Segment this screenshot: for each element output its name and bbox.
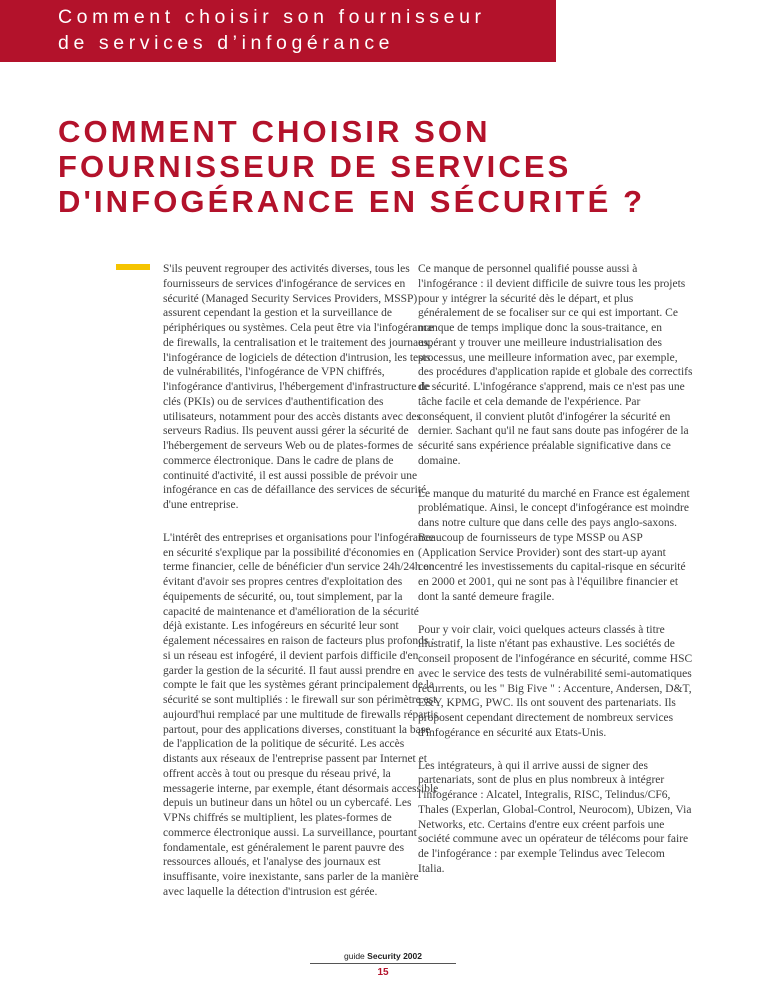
- paragraph: Pour y voir clair, voici quelques acteurs classés à titre illustratif, la liste n'étant pas exhaustive. Les sociétés de conseil proposent de l'infogérance en sécurité, comme HSC avec le service des tests de vulnérabilité semi-automatiques récurrents, ou les " Big Five " : Accenture, Andersen, D&T, E&Y, KPMG, PWC. Ils ont souvent des partenariats. Ils proposent cependant directement de nombreux services d'infogérance en sécurité aux Etats-Unis.: [418, 623, 693, 739]
- paragraph: Ce manque de personnel qualifié pousse aussi à l'infogérance : il devient difficile de suivre tous les projets pour y intégrer la sécurité dès le départ, et plus généralement de se focaliser sur ce qui est important. Ce manque de temps implique donc la sous-traitance, en espérant y trouver une meilleure industrialisation des processus, une meilleure information avec, par exemple, des procédures d'application rapide et globale des correctifs de sécurité. L'infogérance s'apprend, mais ce n'est pas une tâche facile et cela demande de l'expérience. Par conséquent, il convient plutôt d'infogérer la sécurité en dernier. Sachant qu'il ne faut sans doute pas infogérer de la sécurité sans expérience préalable significative dans ce domaine.: [418, 263, 693, 467]
- paragraph: Les intégrateurs, à qui il arrive aussi de signer des partenariats, sont de plus en plus nombreux à intégrer l'infogérance : Alcatel, Integralis, RISC, Telindus/CF6, Thales (Experlan, Global-Control, Neurocom), Ubizen, Via Networks, etc. Certains d'entre eux créent parfois une société commune avec un opérateur de télécoms pour faire de l'infogérance : par exemple Telindus avec Telecom Italia.: [418, 759, 692, 875]
- accent-dash: [116, 264, 150, 270]
- right-column: [418, 262, 694, 895]
- left-column: [163, 262, 439, 918]
- title-line: D'INFOGÉRANCE EN SÉCURITÉ ?: [58, 184, 646, 219]
- paragraph: S'ils peuvent regrouper des activités diverses, tous les fournisseurs de services d'infogérance de services en sécurité (Managed Security Services Providers, MSSP) assurent cependant la gestion et la surveillance de périphériques ou systèmes. Cela peut être via l'infogérance de firewalls, la centralisation et le traitement des journaux, l'infogérance de logiciels de détection d'intrusion, les tests de vulnérabilités, l'infogérance de VPN chiffrés, l'infogérance d'antivirus, l'hébergement d'infrastructure de clés (PKIs) ou de services d'authentification des utilisateurs, notamment pour des accès distants avec des serveurs Radius. Ils peuvent aussi gérer la sécurité de l'hébergement de serveurs Web ou de plates-formes de commerce électronique. Dans le cadre de plans de continuité d'activité, il est aussi possible de prévoir une infogérance en cas de défaillance des services de sécurité d'une entreprise.: [163, 263, 434, 511]
- paragraph: Le manque du maturité du marché en France est également problématique. Ainsi, le concept d'infogérance est moindre dans notre culture que dans celle des pays anglo-saxons. Beaucoup de fournisseurs de type MSSP ou ASP (Application Service Provider) sont des start-up ayant concentré les investissements du capital-risque en sécurité en 2000 et 2001, qui ne sont pas à l'équilibre financier et dont la santé demeure fragile.: [418, 487, 690, 603]
- page-number: 15: [377, 967, 389, 978]
- title-line: COMMENT CHOISIR SON: [58, 114, 491, 149]
- running-header-line-1: Comment choisir son fournisseur: [58, 6, 486, 28]
- footer-rule: [310, 963, 456, 964]
- footer-guide-label: [310, 951, 456, 961]
- footer-guide-name: Security 2002: [367, 951, 422, 961]
- running-header-line-2: de services d’infogérance: [58, 32, 395, 54]
- article-title: [58, 114, 738, 219]
- footer-guide-prefix: guide: [343, 951, 365, 961]
- paragraph: L'intérêt des entreprises et organisations pour l'infogérance en sécurité s'explique par la possibilité d'économies en terme financier, celle de bénéficier d'un service 24h/24h en évitant d'avoir ses propres centres d'exploitation des équipements de sécurité, ou, tout simplement, par la capacité de maintenance et d'amélioration de la sécurité déjà existante. Les infogéreurs en sécurité leur sont également nécessaires en raison de facteurs plus profonds : si un réseau est infogéré, il devient parfois difficile d'en garder la gestion de la sécurité. Il faut aussi prendre en compte le fait que les systèmes gérant principalement de la sécurité se sont multipliés : le firewall sur son périmètre est aujourd'hui remplacé par une multitude de firewalls répartis partout, pour des applications diverses, constituant la base de l'application de la politique de sécurité. Les accès distants aux réseaux de l'entreprise passent par Internet et offrent accès à tout ou presque du réseau privé, la messagerie interne, par exemple, étant désormais accessible depuis un butineur dans un hôtel ou un cybercafé. Les VPNs chiffrés se multiplient, les plates-formes de commerce électronique aussi. La surveillance, pourtant fondamentale, est généralement le parent pauvre des ressources alloués, et l'analyse des journaux est insuffisante, voire inexistante, sans parler de la manière avec laquelle la détection d'intrusion est gérée.: [163, 531, 439, 898]
- title-line: FOURNISSEUR DE SERVICES: [58, 149, 572, 184]
